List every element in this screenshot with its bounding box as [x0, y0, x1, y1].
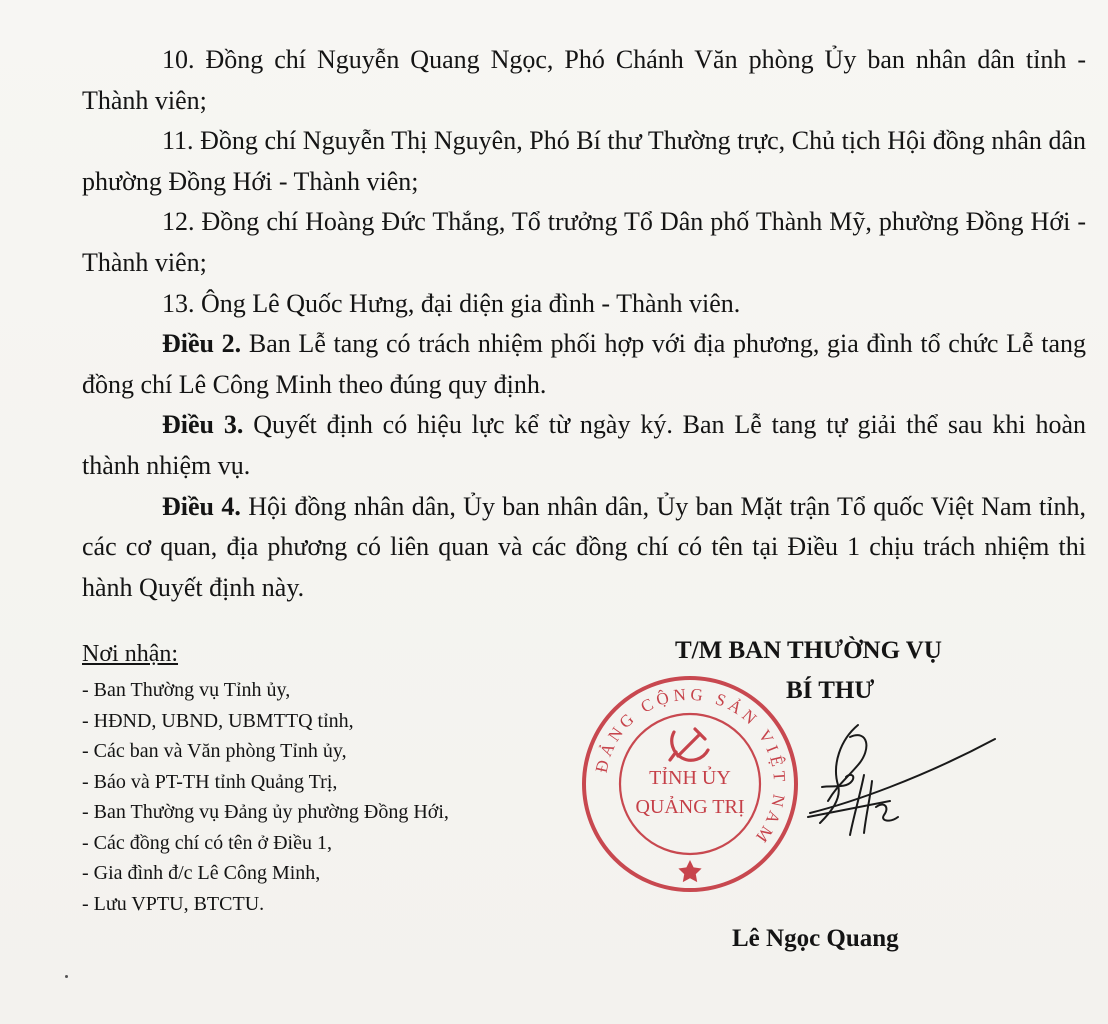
paragraph-article-3: Điều 3. Quyết định có hiệu lực kể từ ngày ký. Ban Lễ tang tự giải thể sau khi hoàn thành nhiệm vụ.	[82, 410, 1087, 480]
recipient-item: - Báo và PT-TH tỉnh Quảng Trị,	[82, 770, 338, 793]
paragraph-member-13: 13. Ông Lê Quốc Hưng, đại diện gia đình - Thành viên.	[162, 288, 741, 318]
recipient-item: - Gia đình đ/c Lê Công Minh,	[82, 862, 321, 884]
article-2-heading: Điều 2.	[162, 329, 242, 359]
paragraph-article-4: Điều 4. Hội đồng nhân dân, Ủy ban nhân dân, Ủy ban Mặt trận Tổ quốc Việt Nam tỉnh, các cơ quan, địa phương có liên quan và các đồng chí có tên tại Điều 1 chịu trách nhiệm thi hành Quyết định này.	[82, 491, 1087, 602]
recipient-item: - Ban Thường vụ Đảng ủy phường Đồng Hới,	[82, 801, 449, 823]
recipient-item: - HĐND, UBND, UBMTTQ tỉnh,	[82, 709, 354, 732]
article-4-heading: Điều 4.	[162, 491, 241, 521]
party-seal-stamp	[578, 672, 802, 896]
hammer-sickle-icon	[670, 729, 708, 760]
paragraph-member-12: 12. Đồng chí Hoàng Đức Thắng, Tổ trưởng Tổ Dân phố Thành Mỹ, phường Đồng Hới - Thành viên;	[82, 207, 1086, 277]
signer-position: BÍ THƯ	[786, 677, 875, 704]
decision-body	[82, 40, 1086, 608]
recipients-list	[82, 637, 602, 919]
scan-speck	[65, 975, 68, 978]
paragraph-member-11: 11. Đồng chí Nguyễn Thị Nguyên, Phó Bí thư Thường trực, Chủ tịch Hội đồng nhân dân phường Đồng Hới - Thành viên;	[82, 126, 1086, 196]
paragraph-member-10: 10. Đồng chí Nguyễn Quang Ngọc, Phó Chánh Văn phòng Ủy ban nhân dân tỉnh - Thành viên;	[82, 45, 1086, 115]
article-3-heading: Điều 3.	[162, 410, 244, 440]
recipient-item: - Các đồng chí có tên ở Điều 1,	[82, 831, 332, 854]
on-behalf-line: T/M BAN THƯỜNG VỤ	[675, 637, 942, 664]
star-icon	[678, 860, 701, 882]
recipients-title: Nơi nhận:	[82, 641, 179, 667]
recipient-item: - Lưu VPTU, BTCTU.	[82, 892, 265, 915]
signer-name: Lê Ngọc Quang	[732, 925, 899, 952]
seal-ring-text: ĐẢNG CỘNG SẢN VIỆT NAM	[591, 684, 790, 849]
seal-center-line1: TỈNH ỦY	[649, 767, 731, 789]
handwritten-signature	[780, 715, 1000, 850]
recipient-item: - Các ban và Văn phòng Tỉnh ủy,	[82, 740, 347, 762]
seal-center-line2: QUẢNG TRỊ	[635, 796, 745, 818]
paragraph-article-2: Điều 2. Ban Lễ tang có trách nhiệm phối hợp với địa phương, gia đình tổ chức Lễ tang đồng chí Lê Công Minh theo đúng quy định.	[82, 329, 1086, 399]
recipient-item: - Ban Thường vụ Tỉnh ủy,	[82, 679, 291, 701]
